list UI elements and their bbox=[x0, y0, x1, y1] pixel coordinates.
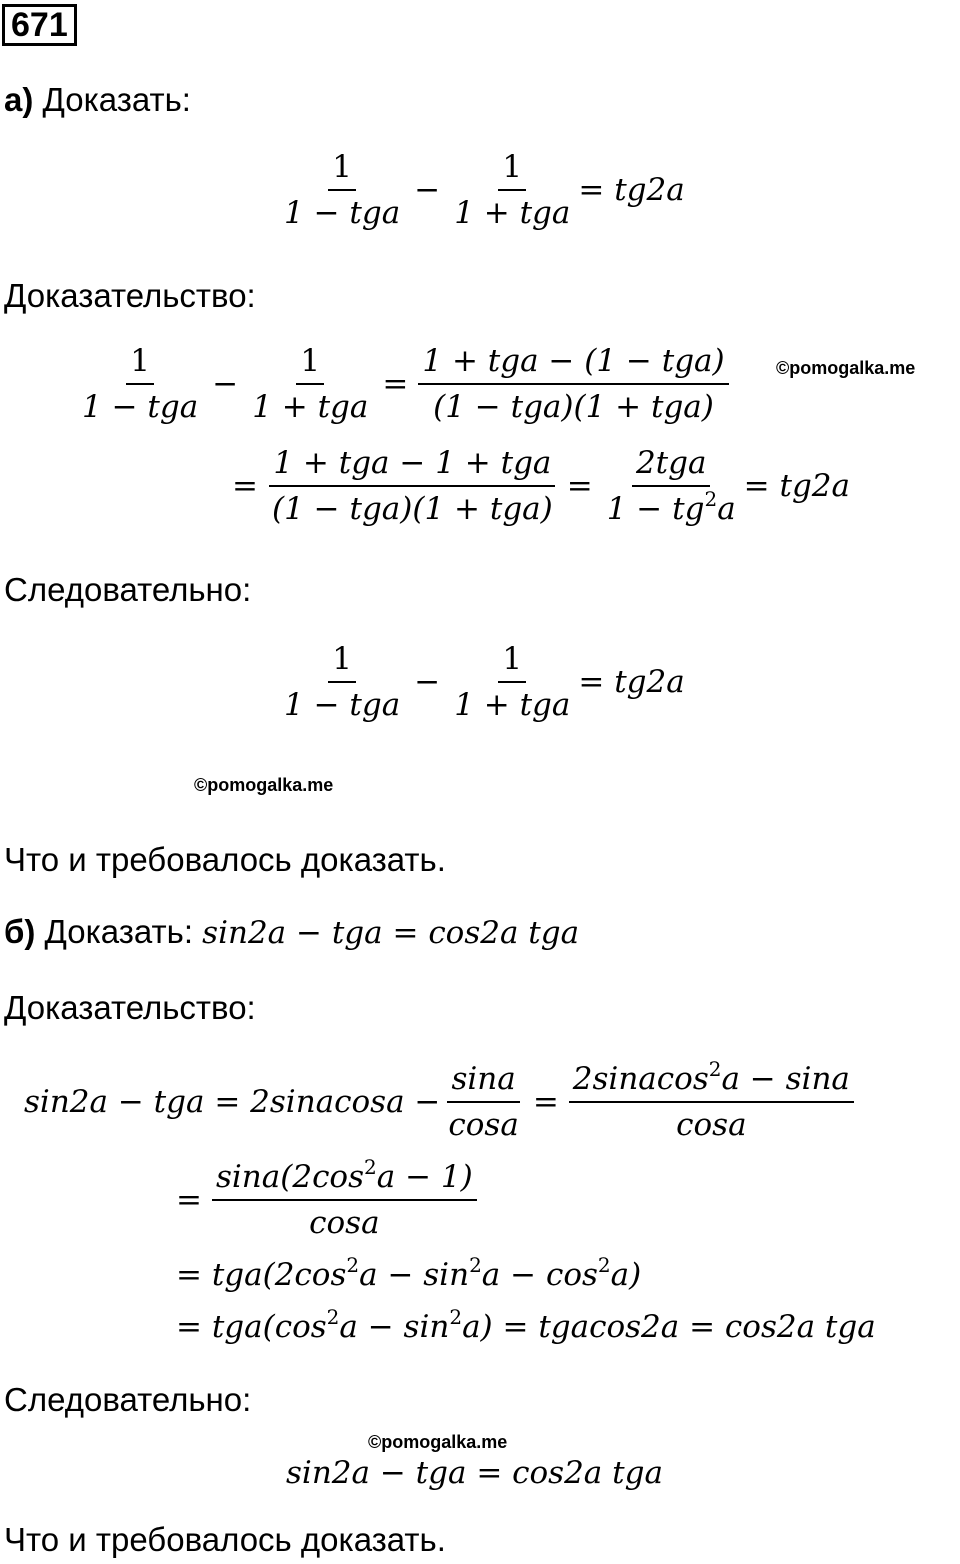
numerator: 2tga bbox=[632, 444, 711, 487]
fraction bbox=[450, 640, 574, 724]
denominator: 1 + tga bbox=[252, 389, 369, 425]
denominator bbox=[603, 487, 740, 528]
numerator: 1 bbox=[126, 342, 154, 385]
exponent: 2 bbox=[364, 1155, 377, 1179]
denominator: 1 + tga bbox=[454, 195, 571, 231]
denominator: 1 + tga bbox=[454, 687, 571, 723]
numerator-part: a − 1) bbox=[376, 1159, 473, 1195]
numerator: sina bbox=[447, 1060, 519, 1103]
part-b-proof-label: Доказательство: bbox=[4, 989, 256, 1026]
denominator: cosa bbox=[676, 1107, 747, 1143]
part-a-therefore-label: Следовательно: bbox=[4, 571, 252, 608]
expr-part: a) bbox=[610, 1257, 642, 1293]
fraction bbox=[268, 444, 557, 528]
right-hand-side: = tg2a bbox=[578, 664, 685, 700]
denominator: 1 − tga bbox=[284, 195, 401, 231]
numerator: 1 + tga − 1 + tga bbox=[269, 444, 555, 487]
numerator: 1 + tga − (1 − tga) bbox=[418, 342, 728, 385]
expr-part: = tga(cos bbox=[176, 1309, 327, 1345]
numerator-part: a − sina bbox=[721, 1061, 850, 1097]
fraction bbox=[418, 342, 728, 426]
equals-sign: = bbox=[382, 366, 409, 402]
part-a-step2 bbox=[226, 444, 850, 528]
fraction bbox=[603, 444, 740, 528]
expr-part: a − cos bbox=[481, 1257, 598, 1293]
part-a-result-formula bbox=[276, 640, 685, 724]
numerator-part: sina(2cos bbox=[215, 1159, 365, 1195]
fraction bbox=[78, 342, 202, 426]
denominator: cosa bbox=[448, 1107, 519, 1143]
watermark: ©pomogalka.me bbox=[194, 775, 334, 795]
numerator: 1 bbox=[498, 640, 526, 683]
fraction bbox=[248, 342, 372, 426]
part-a-step1 bbox=[74, 342, 733, 426]
part-b-qed: Что и требовалось доказать. bbox=[4, 1521, 446, 1558]
equals-sign: = bbox=[176, 1182, 202, 1218]
part-b-label: б) bbox=[4, 913, 36, 950]
exponent: 2 bbox=[469, 1253, 482, 1277]
equals-sign: = bbox=[232, 468, 258, 504]
numerator: 1 bbox=[296, 342, 324, 385]
minus-sign: − bbox=[414, 664, 441, 700]
denominator: (1 − tga)(1 + tga) bbox=[433, 389, 714, 425]
fraction bbox=[280, 640, 404, 724]
part-b-result-formula: sin2a − tga = cos2a tga bbox=[286, 1455, 663, 1491]
fraction bbox=[280, 148, 404, 232]
part-a-label: а) bbox=[4, 81, 34, 118]
numerator: 1 bbox=[498, 148, 526, 191]
numerator bbox=[212, 1155, 477, 1201]
part-b-line2 bbox=[170, 1155, 481, 1242]
exponent: 2 bbox=[346, 1253, 360, 1277]
part-a-proof-label: Доказательство: bbox=[4, 277, 256, 314]
expr-part: a − sin bbox=[359, 1257, 470, 1293]
exponent: 2 bbox=[704, 487, 718, 511]
problem-number: 671 bbox=[2, 4, 77, 46]
watermark: ©pomogalka.me bbox=[776, 358, 916, 378]
equals-sign: = bbox=[532, 1084, 559, 1120]
expr-part: a − sin bbox=[339, 1309, 450, 1345]
expr-part: a) = tgacos2a = cos2a tga bbox=[462, 1309, 876, 1345]
fraction bbox=[444, 1060, 522, 1144]
exponent: 2 bbox=[597, 1253, 611, 1277]
numerator-part: 2sinacos bbox=[572, 1061, 709, 1097]
minus-sign: − bbox=[212, 366, 239, 402]
right-hand-side: = tg2a bbox=[743, 468, 851, 504]
part-a-given-formula bbox=[276, 148, 685, 232]
denominator: cosa bbox=[309, 1205, 380, 1241]
left-expression: sin2a − tga = 2sinacosa − bbox=[24, 1084, 441, 1120]
denominator: (1 − tga)(1 + tga) bbox=[271, 491, 553, 527]
denominator-tail: a bbox=[717, 491, 736, 527]
denominator: 1 − tga bbox=[82, 389, 199, 425]
minus-sign: − bbox=[414, 172, 441, 208]
numerator bbox=[569, 1057, 854, 1103]
part-a-qed: Что и требовалось доказать. bbox=[4, 841, 446, 878]
part-a-heading bbox=[4, 80, 191, 120]
part-b-heading bbox=[4, 912, 579, 952]
expr-part: = tga(2cos bbox=[176, 1257, 347, 1293]
part-b-therefore-label: Следовательно: bbox=[4, 1381, 252, 1418]
right-hand-side: = tg2a bbox=[578, 172, 685, 208]
numerator: 1 bbox=[328, 640, 356, 683]
exponent: 2 bbox=[326, 1305, 340, 1329]
fraction bbox=[569, 1057, 854, 1144]
fraction bbox=[450, 148, 574, 232]
denominator-base: 1 − tg bbox=[606, 491, 705, 527]
part-b-line3 bbox=[176, 1253, 642, 1294]
denominator: 1 − tga bbox=[284, 687, 401, 723]
watermark: ©pomogalka.me bbox=[368, 1432, 508, 1452]
part-b-line1 bbox=[24, 1057, 858, 1144]
fraction bbox=[212, 1155, 477, 1242]
part-b-prove-word: Доказать: bbox=[44, 913, 193, 950]
exponent: 2 bbox=[449, 1305, 463, 1329]
numerator: 1 bbox=[328, 148, 356, 191]
part-b-statement: sin2a − tga = cos2a tga bbox=[202, 915, 580, 951]
part-b-line4 bbox=[176, 1305, 876, 1346]
exponent: 2 bbox=[708, 1057, 722, 1081]
equals-sign: = bbox=[566, 468, 593, 504]
part-a-prove-word: Доказать: bbox=[42, 81, 191, 118]
